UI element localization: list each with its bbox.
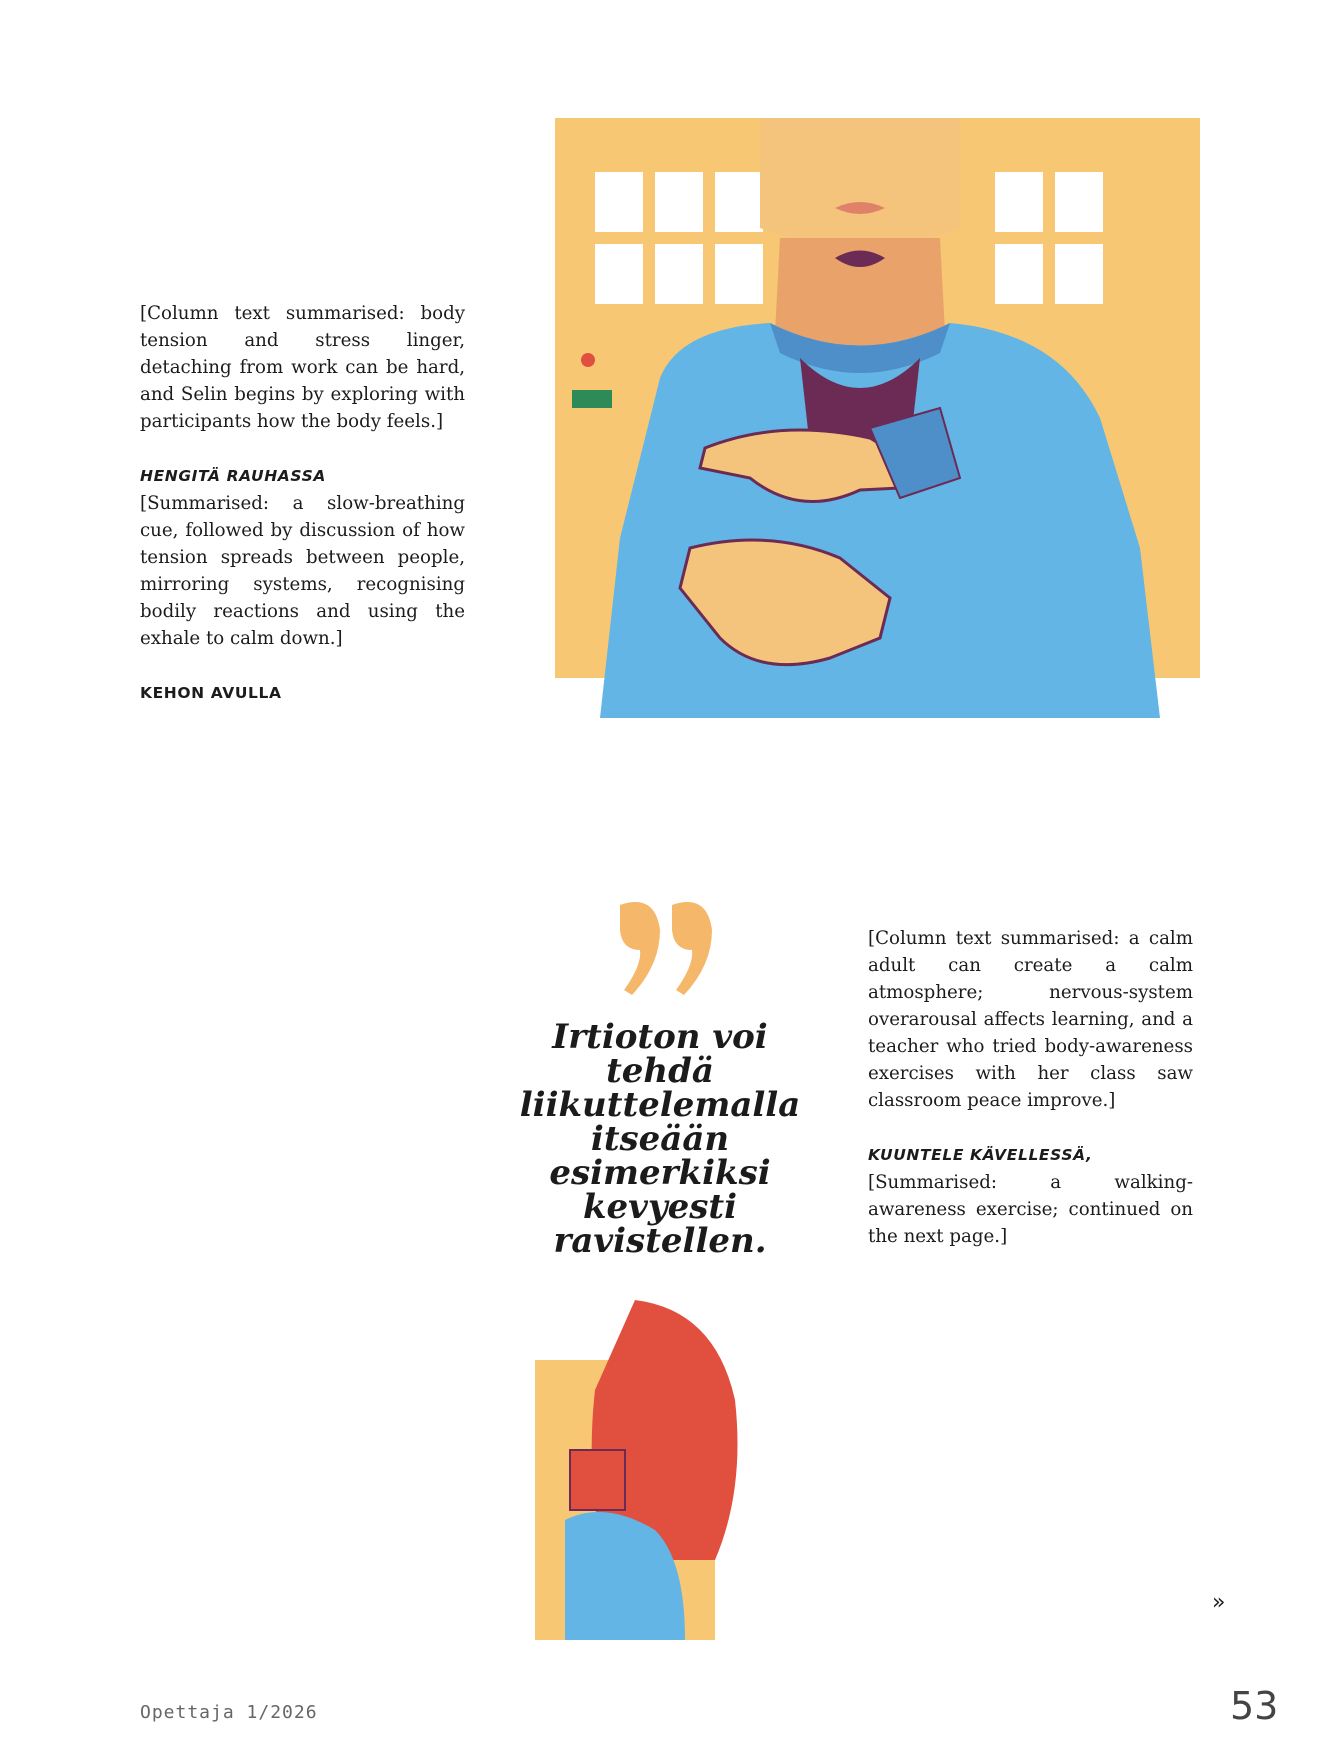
body-summary: [Column text summarised: body tension and stress linger, detaching from work can be hard, and Selin begins by exploring with participants how the body feels.] (140, 303, 465, 432)
publication-label: Opettaja 1/2026 (140, 1702, 318, 1723)
illustration-hands-on-chest (540, 118, 1200, 778)
subsection-lead (868, 1141, 1193, 1169)
article-column-left (140, 300, 465, 707)
quote-mark-icon (610, 895, 722, 1005)
article-column-right (868, 925, 1193, 1250)
body-summary: [Summarised: a walking-awareness exercise; continued on the next page.] (868, 1172, 1193, 1247)
subsection-lead (140, 679, 465, 707)
body-summary: [Summarised: a slow-breathing cue, followed by discussion of how tension spreads between people, mirroring systems, recognising bodily reactions and using the exhale to calm down.] (140, 493, 465, 649)
page-number: 53 (1230, 1684, 1279, 1728)
lead-heading: HENGITÄ RAUHASSA (140, 467, 326, 485)
body-summary: [Column text summarised: a calm adult can create a calm atmosphere; nervous-system overarousal affects learning, and a teacher who tried body-awareness exercises with her class saw classroom peace improve.] (868, 928, 1193, 1111)
pull-quote: Irtioton voi tehdä liikuttelemalla itseään esimerkiksi kevyesti ravistellen. (519, 1017, 801, 1261)
lead-heading: KEHON AVULLA (140, 684, 282, 702)
double-chevron-right-icon: » (1212, 1590, 1226, 1615)
subsection-lead (140, 462, 465, 490)
lead-heading: KUUNTELE KÄVELLESSÄ, (868, 1146, 1093, 1164)
illustration-hand-to-mouth (535, 1300, 755, 1640)
